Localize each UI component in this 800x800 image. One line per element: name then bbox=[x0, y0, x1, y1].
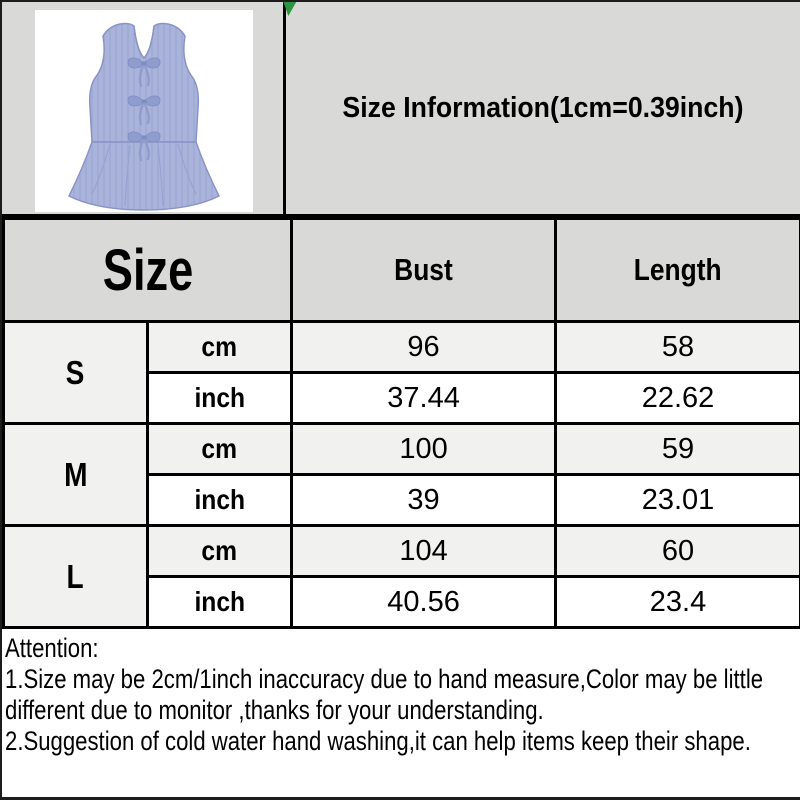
table-row-m-cm bbox=[4, 424, 800, 475]
unit-label-inch: inch bbox=[147, 475, 292, 526]
bust-column-header: Bust bbox=[292, 219, 556, 322]
unit-label-cm: cm bbox=[147, 322, 292, 373]
product-photo-cell bbox=[2, 2, 286, 214]
table-row-l-cm bbox=[4, 526, 800, 577]
garment-illustration-icon bbox=[35, 10, 253, 212]
title-cell bbox=[286, 2, 800, 214]
attention-box bbox=[2, 629, 800, 800]
s-length-cm: 58 bbox=[556, 322, 800, 373]
l-bust-inch: 40.56 bbox=[292, 577, 556, 628]
s-bust-inch: 37.44 bbox=[292, 373, 556, 424]
unit-label-inch: inch bbox=[147, 577, 292, 628]
size-column-header: Size bbox=[4, 219, 292, 322]
attention-note-1a: 1.Size may be 2cm/1inch inaccuracy due to hand measure,Color may be little bbox=[5, 664, 764, 694]
s-length-inch: 22.62 bbox=[556, 373, 800, 424]
product-photo bbox=[35, 10, 253, 212]
attention-heading: Attention: bbox=[5, 633, 99, 663]
table-header-row bbox=[4, 219, 800, 322]
size-label-l: L bbox=[4, 526, 148, 628]
unit-label-cm: cm bbox=[147, 526, 292, 577]
size-label-m: M bbox=[4, 424, 148, 526]
size-table bbox=[2, 217, 800, 629]
m-bust-inch: 39 bbox=[292, 475, 556, 526]
unit-label-cm: cm bbox=[147, 424, 292, 475]
unit-label-inch: inch bbox=[147, 373, 292, 424]
l-length-inch: 23.4 bbox=[556, 577, 800, 628]
m-length-cm: 59 bbox=[556, 424, 800, 475]
length-column-header: Length bbox=[556, 219, 800, 322]
l-length-cm: 60 bbox=[556, 526, 800, 577]
m-bust-cm: 100 bbox=[292, 424, 556, 475]
m-length-inch: 23.01 bbox=[556, 475, 800, 526]
s-bust-cm: 96 bbox=[292, 322, 556, 373]
size-label-s: S bbox=[4, 322, 148, 424]
header-section bbox=[2, 2, 800, 217]
attention-note-2: 2.Suggestion of cold water hand washing,it can help items keep their shape. bbox=[5, 726, 751, 756]
table-row-s-cm bbox=[4, 322, 800, 373]
size-info-title: Size Information(1cm=0.39inch) bbox=[342, 91, 744, 124]
l-bust-cm: 104 bbox=[292, 526, 556, 577]
attention-note-1b: different due to monitor ,thanks for your understanding. bbox=[5, 695, 544, 725]
